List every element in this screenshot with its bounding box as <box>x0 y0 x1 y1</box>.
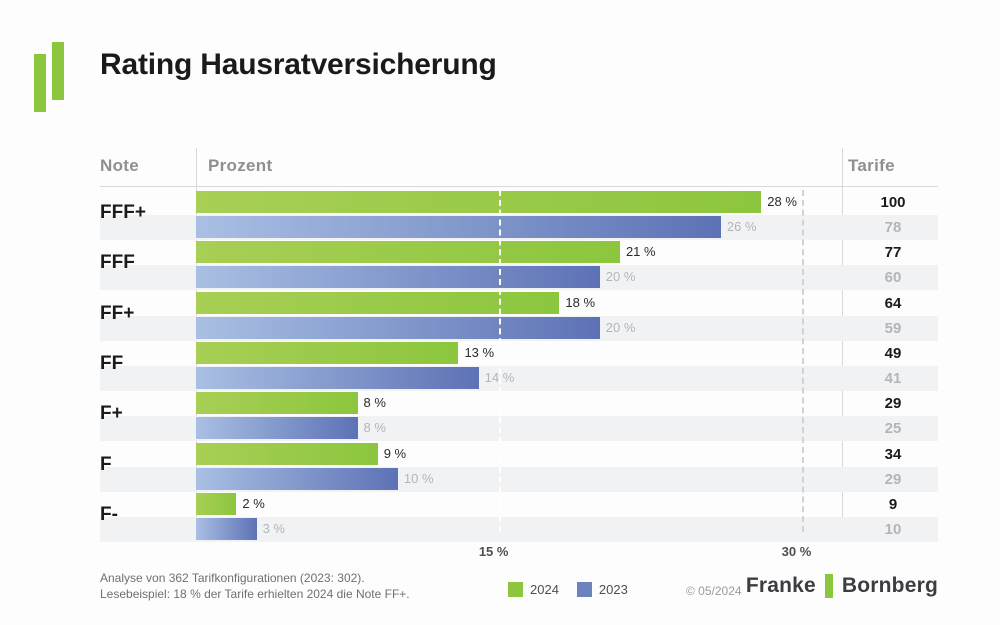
row-note-label: FF <box>100 352 124 374</box>
tarife-count-2023-FFF+: 78 <box>884 219 902 236</box>
bar-value-2024-FFF+: 28 % <box>767 194 797 209</box>
bar-2023-FF+ <box>196 317 600 339</box>
legend-swatch-2023 <box>577 582 592 597</box>
bar-value-2023-FFF: 20 % <box>605 269 636 285</box>
bar-value-2024-FF+: 18 % <box>565 294 596 310</box>
chart-row <box>100 492 938 542</box>
bar-2024-FFF+ <box>196 191 761 213</box>
copyright: © 05/2024 <box>686 584 742 598</box>
row-note-label: FF+ <box>100 302 135 324</box>
row-note-label: FFF+ <box>100 202 146 223</box>
column-header-note: Note <box>100 156 139 175</box>
bar-value-2023-F: 10 % <box>403 470 434 486</box>
bar-value-2024-FFF: 21 % <box>625 244 656 260</box>
footnote-line-1: Analyse von 362 Tarifkonfigurationen (2023: 302). <box>100 571 365 585</box>
chart-area <box>100 146 938 559</box>
legend-item-2023 <box>577 582 628 597</box>
legend-label-2023: 2023 <box>598 582 628 597</box>
row-note-label: FFF <box>100 252 135 274</box>
chart-row <box>100 291 938 341</box>
row-note-label: F+ <box>100 403 123 425</box>
brand-name-left: Franke <box>745 574 816 597</box>
tarife-count-2024-FFF: 77 <box>884 244 902 262</box>
bar-2024-F- <box>196 493 236 515</box>
bar-2024-FF+ <box>196 292 559 314</box>
column-header-tarife: Tarife <box>848 156 895 175</box>
bar-2023-FFF <box>196 266 600 288</box>
bar-value-2024-F-: 2 % <box>242 495 265 511</box>
axis-tick-30: 30 % <box>781 544 812 559</box>
brand-logo <box>746 574 938 598</box>
chart-legend <box>508 582 628 597</box>
gridline-15 <box>499 190 501 532</box>
bar-2023-F- <box>196 518 257 540</box>
brand-name-right: Bornberg <box>841 574 938 597</box>
legend-label-2024: 2024 <box>530 582 559 597</box>
bar-2023-F <box>196 468 398 490</box>
tarife-count-2023-FF: 41 <box>884 369 902 387</box>
footnote-line-2: Lesebeispiel: 18 % der Tarife erhielten 2024 die Note FF+. <box>100 587 410 601</box>
bar-value-2023-FF: 14 % <box>484 369 515 385</box>
tarife-count-2024-FFF+: 100 <box>880 194 906 211</box>
tarife-count-2023-F: 29 <box>884 470 902 488</box>
bar-2023-F+ <box>196 417 358 439</box>
chart-row <box>100 240 938 290</box>
tarife-count-2023-F-: 10 <box>884 520 902 538</box>
bar-2024-FF <box>196 342 458 364</box>
legend-item-2024 <box>508 582 559 597</box>
row-note-label: F <box>100 453 112 475</box>
page-footer <box>0 560 1000 625</box>
tarife-count-2024-F+: 29 <box>884 395 902 413</box>
page-title: Rating Hausratversicherung <box>100 48 497 81</box>
chart-row <box>100 341 938 391</box>
tarife-count-2024-FF: 49 <box>884 344 902 362</box>
column-header-prozent: Prozent <box>208 156 273 175</box>
page-header <box>0 0 1000 135</box>
chart-row <box>100 442 938 492</box>
bar-2023-FF <box>196 367 479 389</box>
row-note-label: F- <box>100 503 118 525</box>
bar-value-2024-FF: 13 % <box>464 344 495 360</box>
brand-divider-icon <box>825 574 833 598</box>
chart-row <box>100 190 938 240</box>
axis-tick-15: 15 % <box>478 544 509 559</box>
tarife-count-2023-F+: 25 <box>884 420 902 438</box>
bar-2023-FFF+ <box>196 216 721 238</box>
footnote <box>100 570 410 602</box>
tarife-count-2023-FFF: 60 <box>884 269 902 287</box>
tarife-count-2023-FF+: 59 <box>884 319 902 337</box>
tarife-count-2024-FF+: 64 <box>884 294 902 312</box>
franke-bornberg-bars-icon <box>34 42 72 112</box>
bar-value-2023-FF+: 20 % <box>605 319 636 335</box>
tarife-count-2024-F: 34 <box>884 445 902 463</box>
bar-2024-F+ <box>196 392 358 414</box>
bar-value-2023-FFF+: 26 % <box>726 219 757 234</box>
bar-value-2024-F: 9 % <box>383 445 407 461</box>
gridline-30 <box>802 190 804 532</box>
bar-value-2023-F+: 8 % <box>363 420 386 436</box>
header-rule <box>100 186 938 187</box>
tarife-count-2024-F-: 9 <box>888 495 898 513</box>
bar-value-2024-F+: 8 % <box>363 395 386 411</box>
bar-2024-FFF <box>196 241 620 263</box>
legend-swatch-2024 <box>508 582 523 597</box>
chart-row <box>100 391 938 441</box>
bar-value-2023-F-: 3 % <box>262 520 285 536</box>
bar-2024-F <box>196 443 378 465</box>
